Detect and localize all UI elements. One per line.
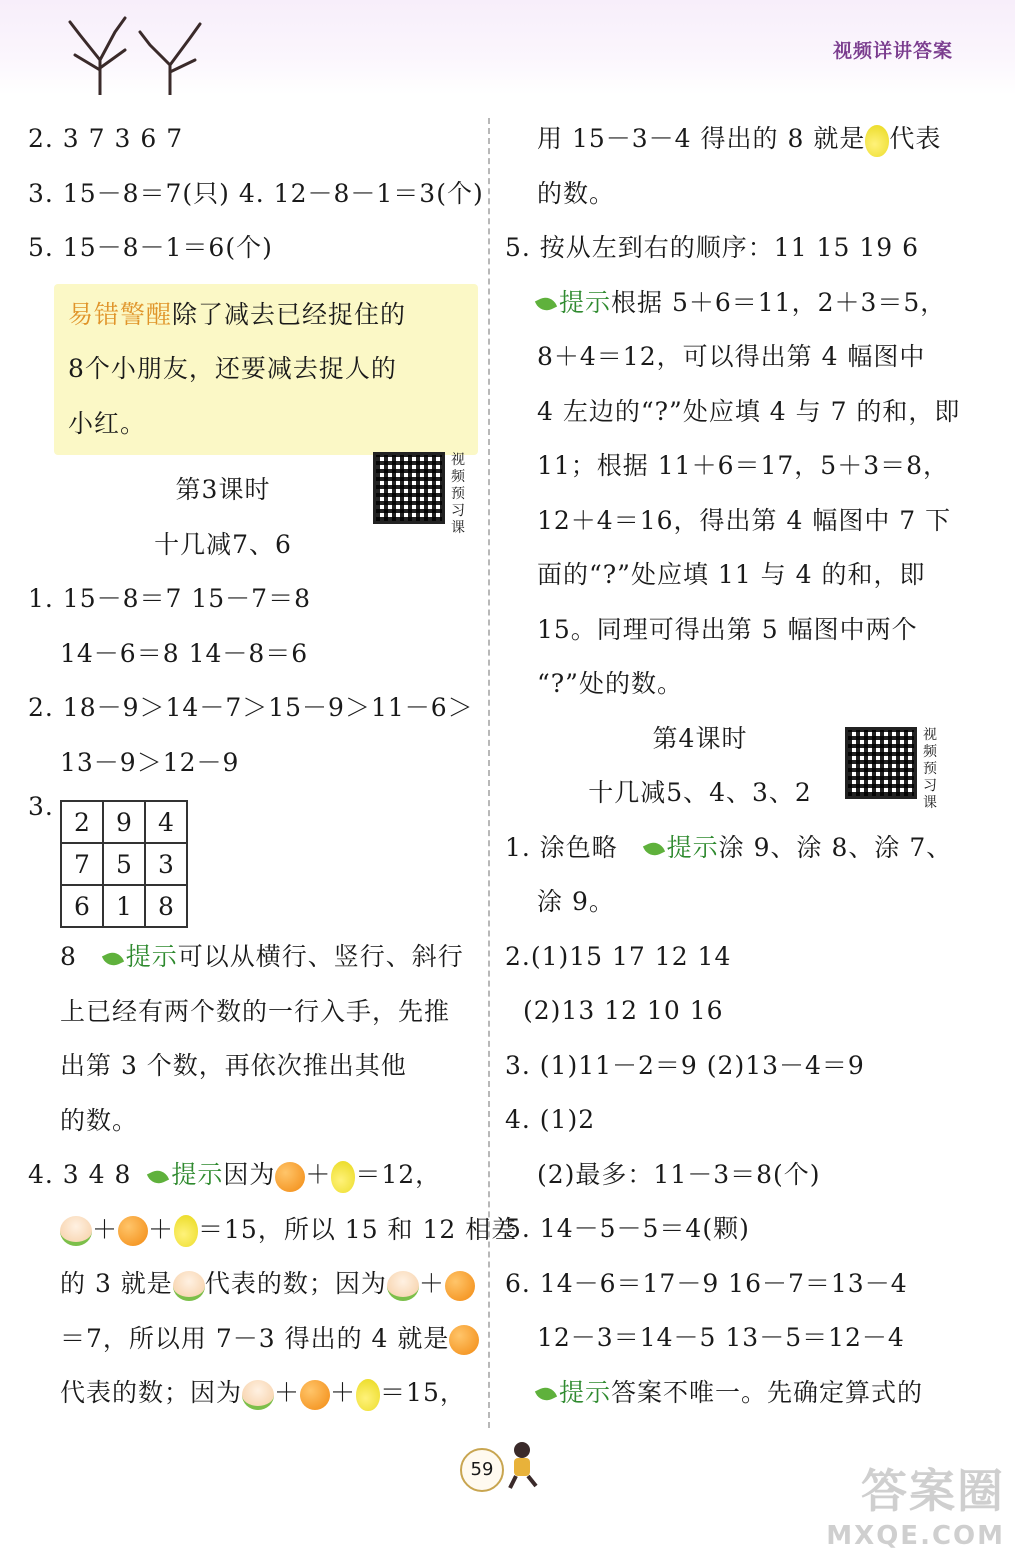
tip-label: 提示 (171, 1160, 224, 1189)
grid-cell: 3 (145, 843, 187, 885)
header-title: 视频详讲答案 (832, 40, 953, 62)
tip-text: 4 左边的“?”处应填 4 与 7 的和，即 (537, 396, 961, 426)
qr-code[interactable] (373, 452, 473, 536)
answer-line: 5. 按从左到右的顺序：11 15 19 6 (505, 233, 919, 262)
qr-code-icon (845, 727, 917, 799)
watermark-logo: 答案圈 (861, 1464, 1005, 1518)
answer-line: 涂 9。 (537, 887, 615, 916)
warning-box (54, 284, 478, 456)
tip-text: 15。同理可得出第 5 幅图中两个 (537, 614, 918, 644)
grid-cell: 6 (61, 885, 103, 927)
answer-line: 代表 (889, 124, 942, 153)
question-number: 3. (28, 792, 54, 821)
leaf-icon (102, 948, 124, 968)
right-column (505, 112, 961, 1420)
grid-cell: 4 (145, 801, 187, 843)
grid-cell: 9 (103, 801, 145, 843)
running-mascot-icon (502, 1440, 542, 1490)
warning-text: 小红。 (68, 408, 147, 438)
orange-icon (118, 1216, 148, 1246)
answer-line: 2. 18－9＞14－7＞15－9＞11－6＞ (28, 693, 474, 722)
plus-sign: ＋ (305, 1160, 332, 1189)
tip-text: 根据 5＋6＝11，2＋3＝5， (611, 287, 947, 317)
answer-line: 1. 涂色略 (505, 832, 618, 862)
answer-line: 的数。 (537, 178, 616, 208)
tip-label: 提示 (666, 832, 719, 862)
magic-square (60, 800, 188, 928)
answer-line: 5. 14－5－5＝4(颗) (505, 1214, 750, 1243)
tip-text: 出第 3 个数，再依次推出其他 (60, 1051, 407, 1080)
plus-sign: ＋ (92, 1214, 119, 1244)
orange-icon (275, 1162, 305, 1192)
tip-label: 提示 (125, 942, 178, 971)
answer-line: 14－6＝8 14－8＝6 (60, 638, 309, 668)
page-number: 59 (460, 1448, 504, 1492)
magic-square-row (28, 790, 478, 930)
answer-line: 2.(1)15 17 12 14 (505, 941, 732, 971)
tip-text: 8＋4＝12，可以得出第 4 幅图中 (537, 342, 926, 371)
tip-text: 答案不唯一。先确定算式的 (611, 1377, 924, 1407)
warning-text: 除了减去已经捉住的 (172, 299, 407, 329)
warning-text: 8个小朋友，还要减去捉人的 (68, 354, 397, 383)
tip-label: 提示 (559, 287, 612, 317)
qr-label: 视频预习课 (451, 452, 465, 536)
peach-icon (387, 1271, 419, 1301)
answer-line: 4. (1)2 (505, 1105, 596, 1134)
tip-text: 上已经有两个数的一行入手，先推 (60, 996, 451, 1026)
tip-text: 12＋4＝16，得出第 4 幅图中 7 下 (537, 505, 952, 535)
lesson-title: 第4课时 (652, 723, 748, 753)
answer-line: 2. 3 7 3 6 7 (28, 124, 184, 153)
peach-icon (60, 1216, 92, 1246)
winter-tree-icon (40, 10, 230, 95)
answer-line: 6. 14－6＝17－9 16－7＝13－4 (505, 1268, 908, 1298)
tip-text: 代表的数；因为 (204, 1269, 387, 1298)
tip-text: ＝15， (380, 1378, 466, 1407)
pear-icon (174, 1215, 198, 1247)
answer-value: 4. 3 4 8 (28, 1160, 132, 1189)
answer-line: 3. 15－8＝7(只) 4. 12－8－1＝3(个) (28, 178, 484, 208)
pear-icon (865, 125, 889, 157)
qr-code-icon (373, 452, 445, 524)
grid-cell: 5 (103, 843, 145, 885)
lesson-title: 第3课时 (175, 475, 271, 504)
orange-icon (449, 1325, 479, 1355)
plus-sign: ＋ (148, 1214, 175, 1244)
watermark (826, 1455, 1005, 1551)
tip-text: 的 3 就是 (60, 1269, 173, 1298)
grid-cell: 8 (145, 885, 187, 927)
tip-label: 提示 (559, 1377, 612, 1407)
grid-cell: 7 (61, 843, 103, 885)
answer-line: (2)最多：11－3＝8(个) (537, 1159, 821, 1189)
peach-icon (173, 1271, 205, 1301)
tip-text: 代表的数；因为 (60, 1378, 243, 1407)
tip-text: 因为 (223, 1160, 276, 1189)
pear-icon (331, 1161, 355, 1193)
tip-text: 可以从横行、竖行、斜行 (177, 942, 464, 971)
plus-sign: ＋ (418, 1269, 445, 1298)
grid-cell: 2 (61, 801, 103, 843)
answer-line: 1. 15－8＝7 15－7＝8 (28, 584, 311, 613)
plus-sign: ＋ (274, 1378, 301, 1407)
tip-text: 的数。 (60, 1105, 139, 1135)
orange-icon (445, 1271, 475, 1301)
plus-sign: ＋ (330, 1378, 357, 1407)
answer-line: 用 15－3－4 得出的 8 就是 (537, 124, 866, 153)
left-column (28, 112, 518, 1421)
tip-text: 11；根据 11＋6＝17，5＋3＝8， (537, 451, 950, 480)
answer-line: 12－3＝14－5 13－5＝12－4 (537, 1323, 905, 1352)
pear-icon (356, 1379, 380, 1411)
answer-line: 3. (1)11－2＝9 (2)13－4＝9 (505, 1050, 865, 1080)
answer-value: 8 (60, 942, 77, 971)
leaf-icon (535, 1384, 557, 1404)
answer-line: 5. 15－8－1＝6(个) (28, 233, 273, 262)
leaf-icon (643, 839, 665, 859)
warning-label: 易错警醒 (68, 299, 173, 329)
lesson-subtitle: 十几减7、6 (154, 529, 292, 559)
lesson-subtitle: 十几减5、4、3、2 (588, 778, 812, 807)
header-banner (0, 0, 1015, 95)
answer-line: (2)13 12 10 16 (523, 996, 724, 1025)
orange-icon (300, 1380, 330, 1410)
watermark-url: MXQE.COM (826, 1521, 1005, 1551)
leaf-icon (147, 1166, 169, 1186)
tip-text: 涂 9、涂 8、涂 7、 (718, 832, 953, 862)
grid-cell: 1 (103, 885, 145, 927)
answer-line: 13－9＞12－9 (60, 747, 240, 777)
tip-text: 面的“?”处应填 11 与 4 的和，即 (537, 560, 926, 589)
qr-code[interactable] (845, 727, 945, 811)
leaf-icon (535, 294, 557, 314)
tip-text: “?”处的数。 (537, 669, 683, 698)
qr-label: 视频预习课 (923, 727, 937, 811)
peach-icon (242, 1380, 274, 1410)
tip-text: ＝15，所以 15 和 12 相差 (198, 1214, 518, 1244)
tip-text: ＝7，所以用 7－3 得出的 4 就是 (60, 1323, 450, 1353)
tip-text: ＝12， (355, 1160, 442, 1189)
